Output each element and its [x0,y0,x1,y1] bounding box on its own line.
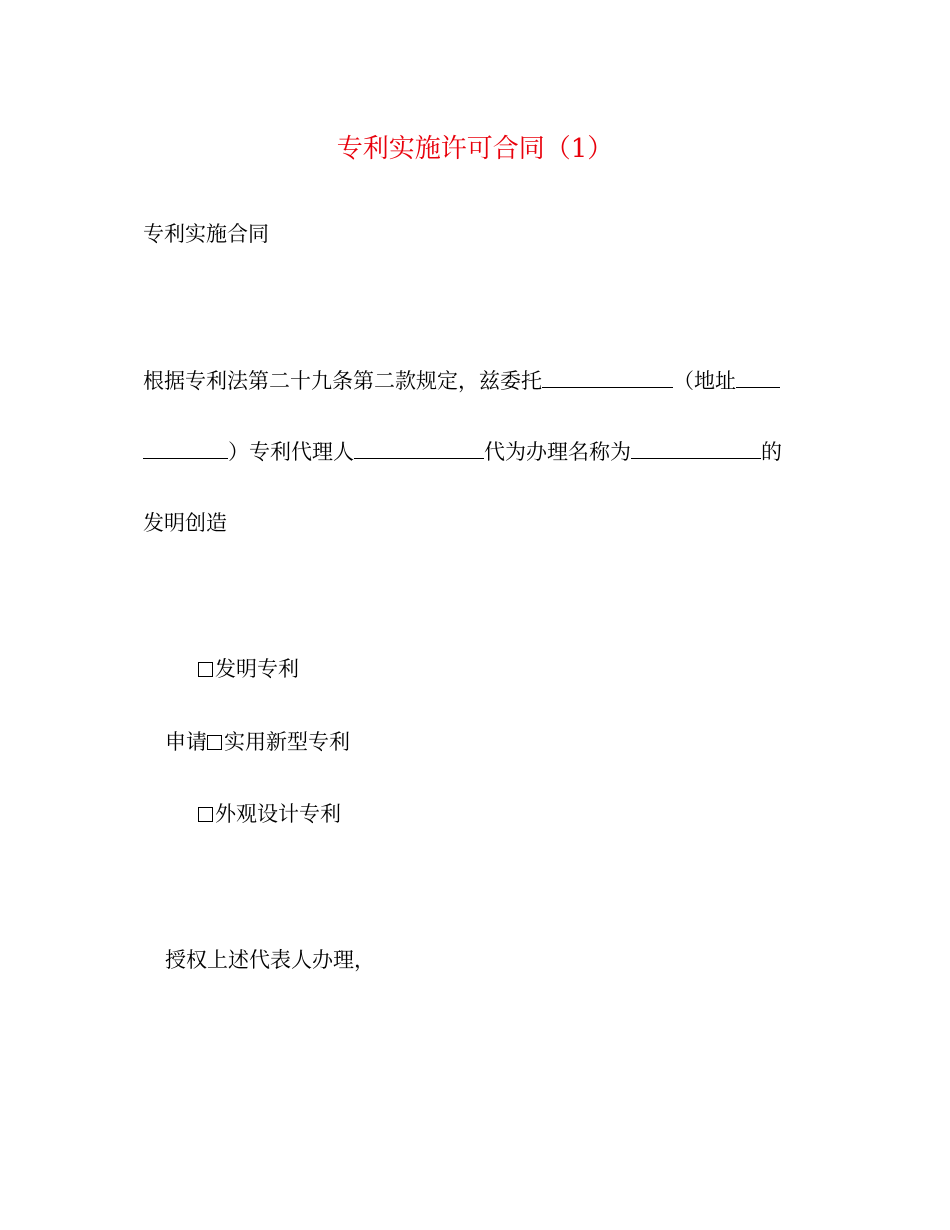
entrusted-party-blank[interactable] [542,365,673,388]
paragraph-line-3: 发明创造 [143,511,227,535]
address-blank-start[interactable] [736,365,780,388]
checkbox-icon[interactable] [198,662,213,677]
option-utility-model-patent[interactable] [165,727,350,757]
option-label: 实用新型专利 [224,730,350,754]
document-title: 专利实施许可合同（1） [336,134,614,164]
document-subtitle: 专利实施合同 [143,222,269,246]
address-blank-end[interactable] [143,436,228,459]
patent-agent-blank[interactable] [354,436,484,459]
option-label: 外观设计专利 [215,802,341,826]
apply-label: 申请 [165,730,207,754]
paragraph-line-2 [143,436,782,467]
checkbox-icon[interactable] [198,807,213,822]
paragraph-line-1-mid: （地址 [673,369,736,393]
authorize-line: 授权上述代表人办理， [165,948,375,972]
paragraph-line-1-prefix: 根据专利法第二十九条第二款规定，兹委托 [143,369,542,393]
invention-name-blank[interactable] [631,436,761,459]
paragraph-line-1 [143,365,780,396]
option-design-patent[interactable] [198,799,341,829]
option-invention-patent[interactable] [198,654,299,684]
checkbox-icon[interactable] [207,735,222,750]
paragraph-line-2-mid1: ）专利代理人 [228,440,354,464]
paragraph-line-2-mid2: 代为办理名称为 [484,440,631,464]
paragraph-line-2-suffix: 的 [761,440,782,464]
option-label: 发明专利 [215,657,299,681]
